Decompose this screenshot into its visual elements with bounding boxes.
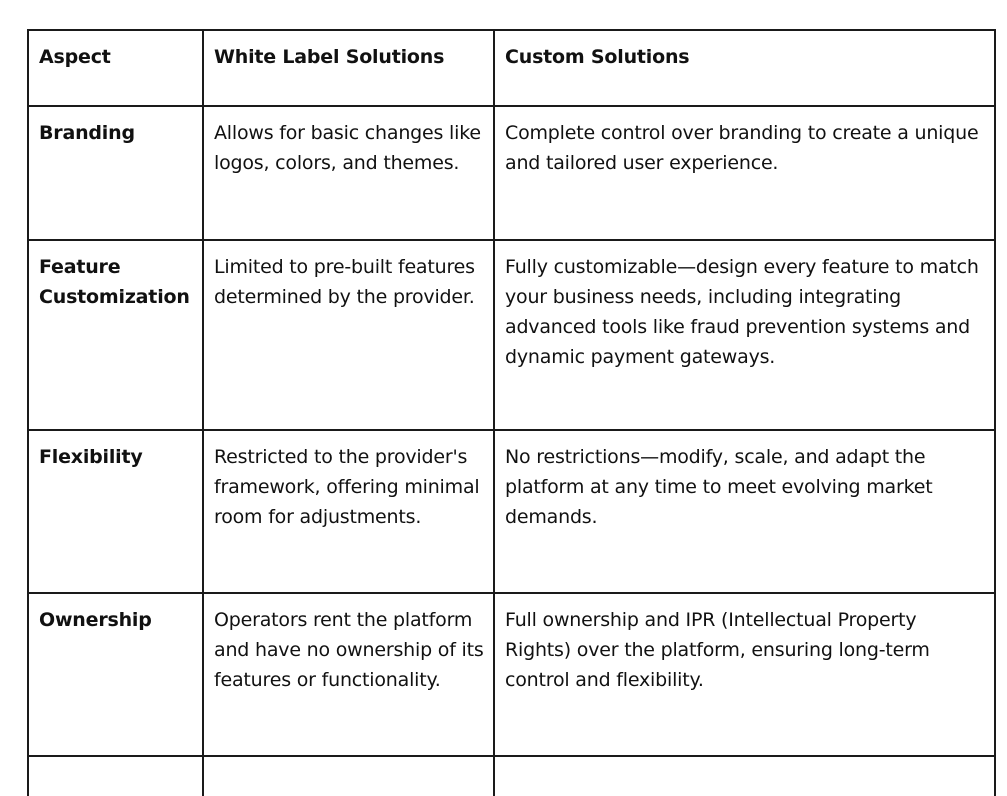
table-row-partial	[28, 756, 995, 796]
table-row	[28, 593, 995, 756]
header-cell-custom: Custom Solutions	[494, 30, 995, 106]
custom-cell: Fully customizable—design every feature to match your business needs, including integrating advanced tools like fraud prevention systems and dynamic payment gateways.	[494, 240, 995, 430]
empty-cell	[28, 756, 203, 796]
table-row	[28, 430, 995, 593]
white-label-cell: Limited to pre-built features determined by the provider.	[203, 240, 494, 430]
header-cell-white-label: White Label Solutions	[203, 30, 494, 106]
table-row	[28, 240, 995, 430]
white-label-cell: Restricted to the provider's framework, offering minimal room for adjustments.	[203, 430, 494, 593]
empty-cell	[494, 756, 995, 796]
custom-cell: No restrictions—modify, scale, and adapt the platform at any time to meet evolving market demands.	[494, 430, 995, 593]
white-label-cell: Allows for basic changes like logos, colors, and themes.	[203, 106, 494, 240]
custom-cell: Full ownership and IPR (Intellectual Property Rights) over the platform, ensuring long-term control and flexibility.	[494, 593, 995, 756]
aspect-cell: Feature Customization	[28, 240, 203, 430]
aspect-cell: Ownership	[28, 593, 203, 756]
table-header-row	[28, 30, 995, 106]
white-label-cell: Operators rent the platform and have no ownership of its features or functionality.	[203, 593, 494, 756]
aspect-cell: Branding	[28, 106, 203, 240]
custom-cell: Complete control over branding to create a unique and tailored user experience.	[494, 106, 995, 240]
aspect-cell: Flexibility	[28, 430, 203, 593]
comparison-table	[27, 29, 996, 796]
empty-cell	[203, 756, 494, 796]
header-cell-aspect: Aspect	[28, 30, 203, 106]
comparison-table-container	[27, 29, 996, 796]
table-row	[28, 106, 995, 240]
